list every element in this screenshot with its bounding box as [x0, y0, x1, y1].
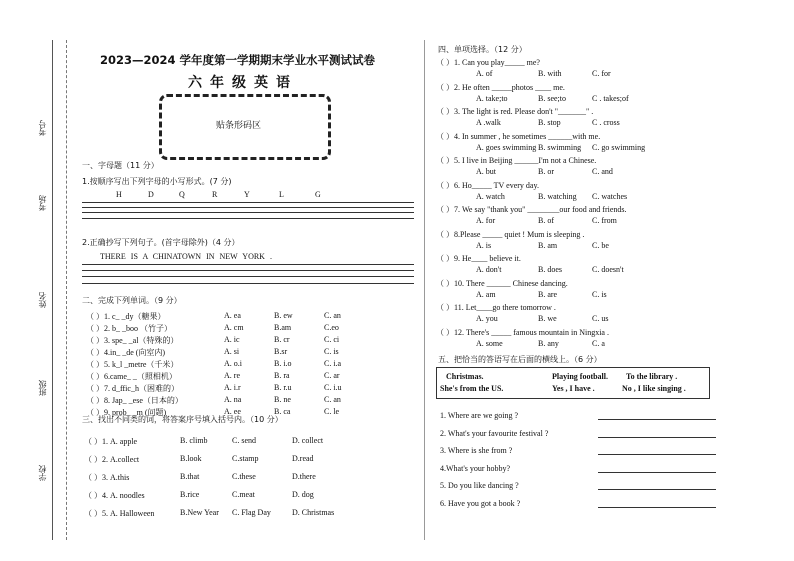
option-b: B. does	[538, 265, 562, 274]
option-a: A. don't	[476, 265, 502, 274]
option-a: A. goes swimming	[476, 142, 537, 152]
writing-line[interactable]	[82, 207, 414, 208]
option-a: A. take;to	[476, 93, 508, 103]
option-c: C. watches	[592, 191, 628, 201]
option-c: C. go swimming	[592, 142, 646, 152]
option-a: A. you	[476, 314, 498, 323]
option-c: C.eo	[324, 323, 339, 332]
letter: L	[279, 190, 284, 199]
question-stem[interactable]: （ ）7. We say "thank you" ________our food and friends.	[436, 205, 627, 214]
part1-title: 一、字母题（11 分）	[82, 161, 159, 170]
letter: Q	[179, 190, 185, 199]
question-stem[interactable]: （ ）10. There ______ Chinese dancing.	[436, 278, 568, 288]
question-stem[interactable]: （ ）8.Please _____ quiet ! Mum is sleeping .	[436, 229, 585, 239]
option-a: A. na	[224, 395, 242, 404]
part4-title: 四、单项选择。（12 分）	[438, 45, 527, 54]
option-b: B. are	[538, 289, 558, 299]
answer-line[interactable]	[598, 454, 716, 455]
writing-line[interactable]	[82, 212, 414, 213]
option-c: C. le	[324, 407, 340, 416]
option-d: D.there	[292, 472, 316, 481]
question-stem[interactable]: （ ）4. In summer , he sometimes ______with me.	[436, 131, 601, 141]
option-c: C . takes;of	[592, 93, 629, 103]
exam-subtitle: 六年级英语	[188, 75, 298, 91]
exam-room-label: 考场	[38, 195, 47, 211]
exam-title: 2023—2024 学年度第一学期期末学业水平测试试卷	[100, 53, 376, 67]
question-stem[interactable]: （ ）7. d_ffic_h（困难的）	[86, 384, 179, 393]
option-c: C. is	[324, 347, 339, 356]
option-a: A. o.i	[224, 359, 242, 368]
option-a: A. is	[476, 240, 492, 250]
question-stem[interactable]: （ ）6.came_ _（照相机）	[86, 372, 177, 381]
option-c: C. for	[592, 69, 611, 78]
option-a: A. i.r	[224, 383, 241, 392]
option-b: B. stop	[538, 118, 561, 127]
option-b: B. ew	[274, 311, 293, 320]
school-label: 学校	[38, 465, 47, 481]
answer-question: 3. Where is she from ?	[440, 446, 513, 455]
answer-line[interactable]	[598, 489, 716, 490]
question-stem[interactable]: （ ）1. c_ _dy（糖果）	[86, 312, 166, 321]
option-b: B. of	[538, 216, 554, 225]
answer-question: 4.What's your hobby?	[440, 463, 511, 473]
option-b: B. i.o	[274, 359, 292, 368]
question-stem[interactable]: （ ）2. He often _____photos ____ me.	[436, 82, 565, 92]
answer-option: She's from the US.	[440, 384, 504, 393]
option-c: C. i.u	[324, 383, 342, 392]
option-c: C. and	[592, 167, 613, 176]
option-a: A .walk	[476, 118, 501, 127]
column-divider	[424, 40, 425, 540]
option-b: B. we	[538, 314, 557, 323]
answer-question: 1. Where are we going ?	[440, 411, 519, 420]
question-stem[interactable]: （ ）8. Jap_ _ese（日本的）	[86, 396, 183, 405]
question-stem[interactable]: （ ）11. Let____go there tomorrow .	[436, 303, 556, 312]
option-c: C. Flag Day	[232, 508, 271, 517]
answer-line[interactable]	[598, 437, 716, 438]
letter: G	[315, 190, 321, 199]
option-a: A. some	[476, 338, 503, 348]
part5-title: 五、把恰当的答语写在后面的横线上。（6 分）	[438, 355, 602, 364]
writing-line[interactable]	[82, 202, 414, 203]
question-stem[interactable]: （ ）2. A.collect	[84, 455, 140, 464]
option-b: B.New Year	[180, 508, 219, 517]
letter: Y	[244, 190, 250, 199]
question-stem[interactable]: （ ）2. b_ _boo （竹子）	[86, 324, 172, 333]
option-c: C. i.a	[324, 359, 342, 368]
option-b: B. see;to	[538, 93, 566, 103]
option-d: D.read	[292, 454, 314, 463]
option-a: A. cm	[224, 323, 244, 332]
exam-number-label: 考号	[38, 120, 47, 136]
option-b: B.am	[274, 323, 292, 332]
answer-option: Christmas.	[446, 372, 484, 381]
question-stem[interactable]: （ ）6. Ho_____ TV every day.	[436, 180, 539, 190]
question-stem[interactable]: （ ）5. I live in Beijing ______I'm not a Chinese.	[436, 156, 597, 165]
answer-line[interactable]	[598, 419, 716, 420]
writing-line[interactable]	[82, 218, 414, 219]
question-stem[interactable]: （ ）9. prob_ _m (问题)	[86, 408, 167, 417]
option-b: B. ca	[274, 407, 291, 416]
option-a: A. re	[224, 371, 240, 380]
question-stem[interactable]: （ ）4.in_ _de (向室内)	[86, 348, 166, 357]
answer-option: Playing football.	[552, 372, 609, 381]
option-b: B.that	[180, 472, 200, 481]
copy-sentence: THERE IS A CHINATOWN IN NEW YORK .	[100, 252, 272, 261]
option-c: C. us	[592, 314, 609, 323]
option-c: C.meat	[232, 490, 255, 499]
option-b: B.look	[180, 454, 202, 463]
option-c: C. ar	[324, 371, 340, 380]
option-c: C. send	[232, 436, 256, 445]
option-d: D. collect	[292, 436, 324, 445]
option-a: A. but	[476, 167, 496, 176]
option-c: C . cross	[592, 118, 620, 127]
letter: H	[116, 190, 122, 199]
option-a: A. for	[476, 216, 496, 225]
binding-field-line	[52, 40, 53, 540]
option-a: A. ea	[224, 311, 241, 320]
answer-option: To the library .	[626, 372, 678, 381]
answer-line[interactable]	[598, 507, 716, 508]
option-c: C. doesn't	[592, 265, 624, 274]
question-stem[interactable]: （ ）1. Can you play_____ me?	[436, 58, 540, 67]
class-label: 班级	[38, 380, 47, 396]
option-c: C.stamp	[232, 454, 259, 463]
option-a: A. ic	[224, 335, 240, 344]
answer-question: 2. What's your favourite festival ?	[440, 428, 549, 438]
option-c: C. an	[324, 311, 341, 320]
option-a: A. watch	[476, 191, 505, 201]
name-label: 姓名	[38, 292, 47, 308]
option-b: B.rice	[180, 490, 200, 499]
writing-line[interactable]	[82, 283, 414, 284]
answer-line[interactable]	[598, 472, 716, 473]
option-b: B. ra	[274, 371, 290, 380]
letter: R	[212, 190, 218, 199]
option-b: B. cr	[274, 335, 290, 344]
answer-question: 6. Have you got a book ?	[440, 498, 521, 508]
question-stem[interactable]: （ ）3. spe_ _al（特殊的）	[86, 336, 179, 345]
option-a: A. ee	[224, 407, 241, 416]
writing-line[interactable]	[82, 264, 414, 265]
fold-line	[66, 40, 67, 540]
barcode-label: 贴条形码区	[216, 121, 262, 131]
option-b: B. watching	[538, 191, 577, 201]
option-b: B. swimming	[538, 142, 582, 152]
part2-title: 二、完成下列单词。（9 分）	[82, 296, 182, 305]
answer-option: Yes , I have .	[552, 384, 595, 393]
option-c: C. ci	[324, 335, 340, 344]
question-stem[interactable]: （ ）5. k_l _metre（千米）	[86, 360, 179, 369]
writing-line[interactable]	[82, 276, 414, 277]
option-c: C. from	[592, 216, 617, 225]
question-stem[interactable]: （ ）4. A. noodles	[84, 491, 145, 500]
option-a: A. si	[224, 347, 240, 356]
option-b: B. climb	[180, 436, 208, 445]
option-b: B.sr	[274, 347, 288, 356]
question-stem[interactable]: （ ）12. There's _____ famous mountain in Ningxia .	[436, 327, 609, 337]
option-b: B. am	[538, 240, 558, 250]
writing-line[interactable]	[82, 270, 414, 271]
letter: D	[148, 190, 154, 199]
answer-question: 5. Do you like dancing ?	[440, 481, 519, 490]
question-stem[interactable]: （ ）3. A.this	[84, 473, 130, 482]
part3-title: 三、找出不同类的词，将答案序号填入括号内。（10 分）	[82, 415, 283, 424]
option-b: B. ne	[274, 395, 291, 404]
part1-q1-prompt: 1.按顺序写出下列字母的小写形式。(7 分)	[82, 177, 232, 186]
option-c: C. an	[324, 395, 341, 404]
option-c: C.these	[232, 472, 256, 481]
option-b: B. r.u	[274, 383, 292, 392]
question-stem[interactable]: （ ）9. He____ believe it.	[436, 254, 521, 263]
option-b: B. or	[538, 167, 554, 176]
part1-q2-prompt: 2.正确抄写下列句子。(首字母除外)（4 分）	[82, 238, 240, 247]
option-d: D. dog	[292, 490, 314, 499]
question-stem[interactable]: （ ）1. A. apple	[84, 437, 138, 446]
option-b: B. with	[538, 69, 562, 78]
option-c: C. be	[592, 240, 609, 250]
option-a: A. of	[476, 69, 493, 78]
option-a: A. am	[476, 289, 496, 299]
question-stem[interactable]: （ ）3. The light is red. Please don't "_______" .	[436, 107, 594, 116]
question-stem[interactable]: （ ）5. A. Halloween	[84, 509, 155, 518]
answer-option: No , I like singing .	[622, 384, 686, 393]
option-d: D. Christmas	[292, 508, 335, 517]
option-c: C. a	[592, 338, 605, 348]
option-c: C. is	[592, 289, 607, 299]
option-b: B. any	[538, 338, 559, 348]
